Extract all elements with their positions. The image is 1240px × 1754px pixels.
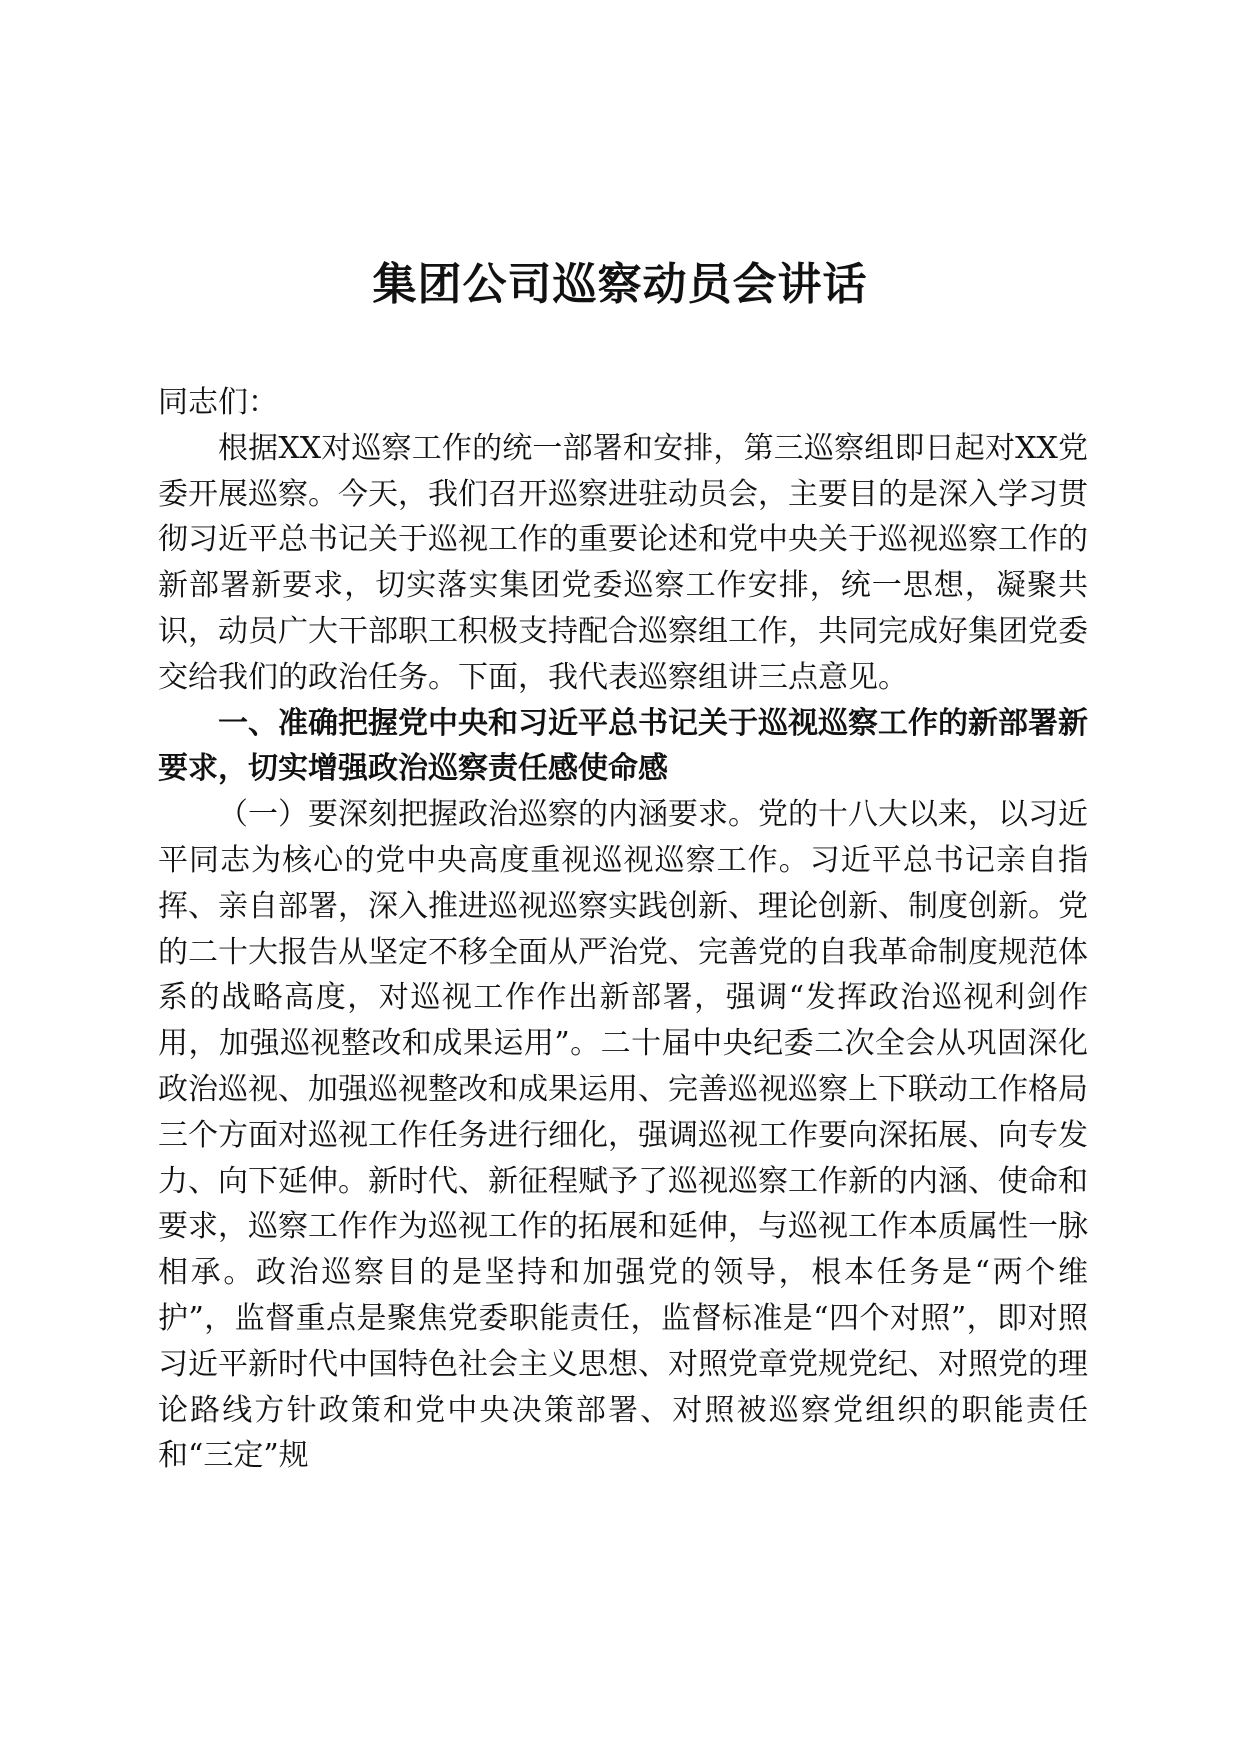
salutation: 同志们： bbox=[158, 385, 278, 420]
intro-paragraph: 根据XX对巡察工作的统一部署和安排，第三巡察组即日起对XX党委开展巡察。今天，我们召开巡察进驻动员会，主要目的是深入学习贯彻习近平总书记关于巡视工作的重要论述和党中央关于巡视巡察工作的新部署新要求，切实落实集团党委巡察工作安排，统一思想，凝聚共识，动员广大干部职工积极支持配合巡察组工作，共同完成好集团党委交给我们的政治任务。下面，我代表巡察组讲三点意见。 bbox=[158, 430, 1088, 695]
document-body bbox=[158, 380, 1088, 1479]
subsection-1-label: （一）要深刻把握政治巡察的内涵要求。 bbox=[218, 797, 758, 833]
document-title: 集团公司巡察动员会讲话 bbox=[372, 259, 868, 310]
subsection-1-text: 党的十八大以来，以习近平同志为核心的党中央高度重视巡视巡察工作。习近平总书记亲自指挥、亲自部署，深入推进巡视巡察实践创新、理论创新、制度创新。党的二十大报告从坚定不移全面从严治党、完善党的自我革命制度规范体系的战略高度，对巡视工作作出新部署，强调“发挥政治巡视利剑作用，加强巡视整改和成果运用”。二十届中央纪委二次全会从巩固深化政治巡视、加强巡视整改和成果运用、完善巡视巡察上下联动工作格局三个方面对巡视工作任务进行细化，强调巡视工作要向深拓展、向专发力、向下延伸。新时代、新征程赋予了巡视巡察工作新的内涵、使命和要求，巡察工作作为巡视工作的拓展和延伸，与巡视工作本质属性一脉相承。政治巡察目的是坚持和加强党的领导，根本任务是“两个维护”，监督重点是聚焦党委职能责任，监督标准是“四个对照”，即对照习近平新时代中国特色社会主义思想、对照党章党规党纪、对照党的理论路线方针政策和党中央决策部署、对照被巡察党组织的职能责任和“三定”规 bbox=[158, 797, 1088, 1474]
subsection-1-paragraph bbox=[158, 792, 1088, 1479]
section-1-heading: 一、准确把握党中央和习近平总书记关于巡视巡察工作的新部署新要求，切实增强政治巡察责任感使命感 bbox=[158, 705, 1088, 787]
